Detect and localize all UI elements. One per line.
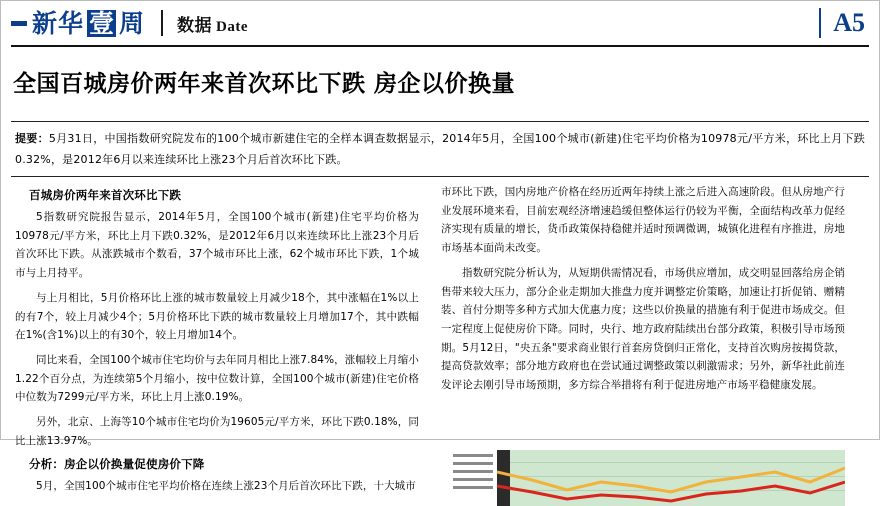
page-title: 全国百城房价两年来首次环比下跌 房企以价换量: [13, 71, 516, 98]
abstract-lead: 提要：: [15, 132, 49, 146]
chart-figure: [449, 450, 845, 506]
masthead-rule: [11, 45, 869, 47]
masthead-vertical-rule: [819, 8, 821, 38]
paragraph: 与上月相比，5月价格环比上涨的城市数量较上月减少18个，其中涨幅在1%以上的有7个，较上月减少4个；5月价格环比下跌的城市数量较上月增加17个，其中跌幅在1%(含1%)以上的有30个，较上月增加14个。: [15, 291, 419, 342]
column-left: [15, 183, 419, 502]
chart-series-svg: [497, 450, 845, 506]
paragraph: 市环比下跌，国内房地产价格在经历近两年持续上涨之后进入高速阶段。但从房地产行业发展环境来看，目前宏观经济增速趋缓但整体运行仍较为平衡，全面结构改革力促经济实现有质量的增长，货币政策保持稳健并适时预调微调，城镇化进程有序推进，房地市场基本面尚未改变。: [441, 186, 845, 255]
masthead-divider: [161, 10, 163, 36]
article-body: [1, 177, 879, 502]
publication-logo: [11, 10, 145, 37]
logo-badge: 壹: [89, 8, 115, 38]
paragraph: 5指数研究院报告显示，2014年5月，全国100个城市(新建)住宅平均价格为10978元/平方米，环比上月下跌0.32%，是2012年6月以来连续环比上涨23个月后首次环比下跌。从涨跌城市个数看，37个城市环比上涨，62个城市环比下跌，1个城市与上月持平。: [15, 211, 419, 280]
paragraph: 同比来看，全国100个城市住宅均价与去年同月相比上涨7.84%，涨幅较上月缩小1.22个百分点，为连续第5个月缩小，按中位数计算，全国100个城市(新建)住宅价格中位数为7299元/平方米，环比上月上涨0.19%。: [15, 353, 419, 404]
page-number: A5: [833, 8, 865, 37]
logo-text-primary: 新华: [32, 8, 85, 38]
logo-dash-icon: [11, 21, 27, 26]
logo-text-secondary: 周: [119, 8, 146, 38]
abstract-text: 5月31日，中国指数研究院发布的100个城市新建住宅的全样本调查数据显示，2014年5月，全国100个城市(新建)住宅平均价格为10978元/平方米，环比上月下跌0.32%，是2012年6月以来连续环比上涨23个月后首次环比下跌。: [15, 132, 865, 166]
subhead-1: 百城房价两年来首次环比下跌: [29, 188, 182, 203]
section-label-en: Date: [216, 18, 249, 35]
paragraph: 5月，全国100个城市住宅平均价格在连续上涨23个月后首次环比下跌，十大城市: [36, 480, 416, 493]
column-right: [441, 183, 845, 502]
paragraph: 另外，北京、上海等10个城市住宅均价为19605元/平方米，环比下跌0.18%，同比上涨13.97%。: [15, 415, 419, 447]
price-trend-chart: [449, 450, 845, 506]
masthead-right: [819, 8, 865, 38]
paragraph: 指数研究院分析认为，从短期供需情况看，市场供应增加，成交明显回落给房企销售带来较大压力，部分企业走期加大推盘力度并调整定价策略，加速让打折促销、赠精装、首付分期等多种方式加大优惠力度；这些以价换量的措施有利于促进市场成交。但一定程度上促使房价下降。同时，央行、地方政府陆续出台部分政策，积极引导市场预期。5月12日，"央五条"要求商业银行首套房贷倒归正常化，支持首次购房按揭贷款，提高贷款效率；部分地方政府也在尝试通过调整政策以刺激需求；另外，新华社此前连发评论去刚引导市场预期，多方综合举措将有利于促进房地产市场平稳健康发展。: [441, 266, 845, 391]
masthead: [1, 1, 879, 45]
section-label: [177, 11, 248, 36]
chart-caption-lines: [453, 454, 493, 494]
section-label-cn: 数据: [177, 15, 213, 36]
subhead-2: 分析：房企以价换量促使房价下降: [29, 457, 205, 472]
abstract: [1, 122, 879, 176]
